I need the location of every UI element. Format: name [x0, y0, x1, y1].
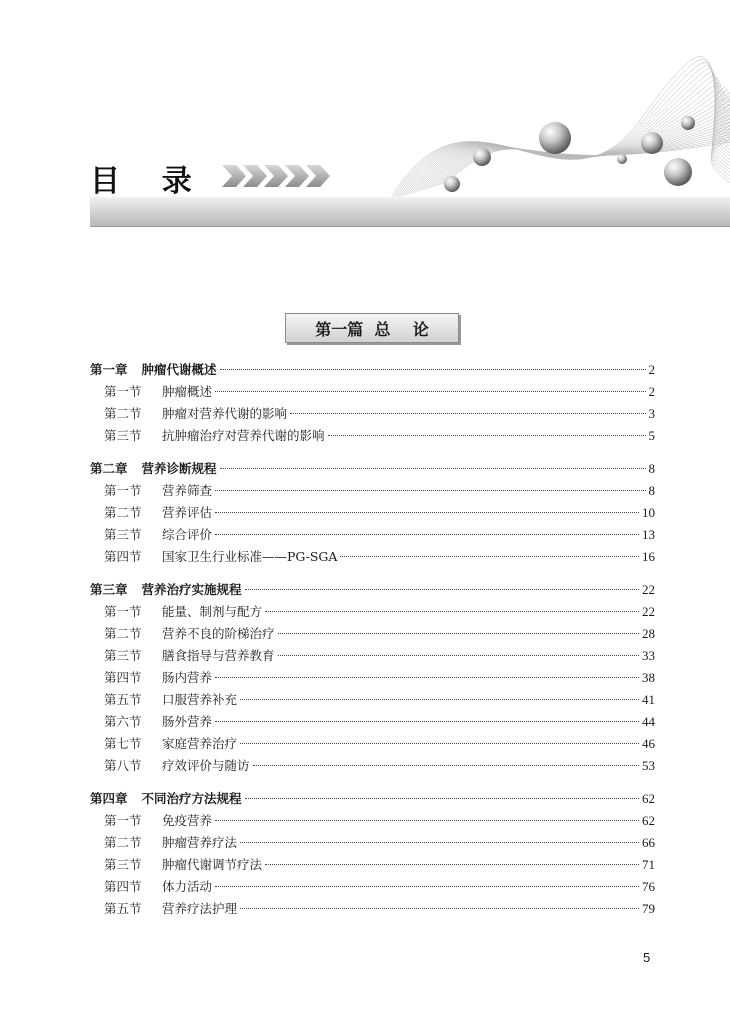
dot-leader	[340, 556, 639, 557]
dot-leader	[215, 512, 639, 513]
pearl-decoration	[641, 132, 663, 154]
dot-leader	[215, 534, 639, 535]
section-number: 第三节	[104, 527, 142, 542]
page-reference: 38	[642, 670, 655, 685]
toc-section-row[interactable]	[90, 381, 655, 403]
dot-leader	[253, 765, 639, 766]
page-title: 目 录	[90, 164, 192, 199]
dot-leader	[240, 699, 639, 700]
toc-chapter-row[interactable]	[90, 579, 655, 601]
pearl-decoration	[473, 148, 491, 166]
toc-chapter	[90, 788, 655, 920]
toc-section-row[interactable]	[90, 733, 655, 755]
page-reference: 66	[642, 835, 655, 850]
toc-chapter-row[interactable]	[90, 788, 655, 810]
section-title: 能量、制剂与配方	[162, 604, 263, 619]
dot-leader	[245, 798, 639, 799]
page-reference: 33	[642, 648, 655, 663]
page-reference: 44	[642, 714, 655, 729]
page-reference: 2	[648, 384, 655, 399]
page-reference: 16	[642, 549, 655, 564]
dot-leader	[265, 864, 639, 865]
section-title: 疗效评价与随访	[162, 758, 250, 773]
pearl-decoration	[617, 154, 627, 164]
toc-chapter	[90, 458, 655, 568]
section-number: 第二节	[104, 835, 142, 850]
section-title: 营养不良的阶梯治疗	[162, 626, 275, 641]
dot-leader	[265, 611, 639, 612]
part-heading: 第一篇 总 论	[285, 313, 459, 343]
section-number: 第七节	[104, 736, 142, 751]
toc-section-row[interactable]	[90, 645, 655, 667]
toc-section-row[interactable]	[90, 524, 655, 546]
toc-section-row[interactable]	[90, 546, 655, 568]
toc-section-row[interactable]	[90, 832, 655, 854]
toc-chapter	[90, 579, 655, 777]
header-band	[90, 197, 730, 227]
page-reference: 41	[642, 692, 655, 707]
page-reference: 2	[648, 362, 655, 377]
dot-leader	[215, 886, 639, 887]
section-number: 第六节	[104, 714, 142, 729]
section-number: 第四节	[104, 670, 142, 685]
section-number: 第五节	[104, 901, 142, 916]
toc-section-row[interactable]	[90, 667, 655, 689]
page-reference: 46	[642, 736, 655, 751]
dot-leader	[215, 391, 645, 392]
section-number: 第五节	[104, 692, 142, 707]
toc-section-row[interactable]	[90, 810, 655, 832]
page-reference: 10	[642, 505, 655, 520]
dot-leader	[215, 721, 639, 722]
toc-section-row[interactable]	[90, 403, 655, 425]
section-title: 肠内营养	[162, 670, 213, 685]
section-title: 肿瘤营养疗法	[162, 835, 238, 850]
section-title: 肿瘤概述	[162, 384, 213, 399]
page-reference: 8	[648, 461, 655, 476]
toc-chapter-row[interactable]	[90, 359, 655, 381]
section-number: 第一节	[104, 813, 142, 828]
toc-section-row[interactable]	[90, 854, 655, 876]
toc-chapter	[90, 359, 655, 447]
page-reference: 79	[642, 901, 655, 916]
section-number: 第八节	[104, 758, 142, 773]
section-title: 营养评估	[162, 505, 213, 520]
section-title: 口服营养补充	[162, 692, 238, 707]
section-title: 肿瘤对营养代谢的影响	[162, 406, 288, 421]
page-reference: 8	[648, 483, 655, 498]
section-number: 第一节	[104, 604, 142, 619]
section-title: 肿瘤代谢调节疗法	[162, 857, 263, 872]
dot-leader	[215, 677, 639, 678]
section-number: 第三节	[104, 648, 142, 663]
section-number: 第三节	[104, 428, 142, 443]
pearl-decoration	[664, 158, 692, 186]
section-title: 家庭营养治疗	[162, 736, 238, 751]
toc-section-row[interactable]	[90, 623, 655, 645]
dot-leader	[220, 369, 646, 370]
page-reference: 71	[642, 857, 655, 872]
dot-leader	[290, 413, 645, 414]
section-title: 综合评价	[162, 527, 213, 542]
chapter-number: 第二章	[90, 461, 128, 476]
toc-section-row[interactable]	[90, 689, 655, 711]
section-title: 体力活动	[162, 879, 213, 894]
section-number: 第四节	[104, 549, 142, 564]
toc-chapter-row[interactable]	[90, 458, 655, 480]
pearl-decoration	[444, 176, 460, 192]
dot-leader	[328, 435, 646, 436]
table-of-contents	[90, 359, 655, 931]
chevron-arrows-icon	[222, 162, 332, 190]
dot-leader	[278, 633, 639, 634]
chapter-title: 营养治疗实施规程	[141, 582, 242, 597]
page-reference: 28	[642, 626, 655, 641]
section-number: 第一节	[104, 384, 142, 399]
page-reference: 5	[648, 428, 655, 443]
section-number: 第二节	[104, 626, 142, 641]
dot-leader	[220, 468, 646, 469]
page-reference: 22	[642, 604, 655, 619]
page-reference: 53	[642, 758, 655, 773]
toc-section-row[interactable]	[90, 425, 655, 447]
dot-leader	[215, 490, 645, 491]
page-number: 5	[643, 950, 651, 965]
section-title: 肠外营养	[162, 714, 213, 729]
toc-section-row[interactable]	[90, 755, 655, 777]
dot-leader	[245, 589, 639, 590]
section-title: 抗肿瘤治疗对营养代谢的影响	[162, 428, 325, 443]
pearl-decoration	[539, 122, 571, 154]
page-reference: 76	[642, 879, 655, 894]
toc-section-row[interactable]	[90, 898, 655, 920]
section-number: 第二节	[104, 406, 142, 421]
toc-section-row[interactable]	[90, 480, 655, 502]
chapter-number: 第三章	[90, 582, 128, 597]
section-title: 免疫营养	[162, 813, 213, 828]
toc-section-row[interactable]	[90, 876, 655, 898]
dot-leader	[240, 743, 639, 744]
toc-section-row[interactable]	[90, 601, 655, 623]
dot-leader	[215, 820, 639, 821]
dot-leader	[240, 842, 639, 843]
page-reference: 62	[642, 791, 655, 806]
section-title: 国家卫生行业标准——PG-SGA	[162, 549, 338, 564]
chapter-number: 第四章	[90, 791, 128, 806]
chapter-title: 肿瘤代谢概述	[141, 362, 217, 377]
toc-section-row[interactable]	[90, 711, 655, 733]
dot-leader	[240, 908, 639, 909]
section-number: 第二节	[104, 505, 142, 520]
section-number: 第四节	[104, 879, 142, 894]
section-title: 膳食指导与营养教育	[162, 648, 275, 663]
section-title: 营养疗法护理	[162, 901, 238, 916]
chapter-title: 营养诊断规程	[141, 461, 217, 476]
chapter-title: 不同治疗方法规程	[141, 791, 242, 806]
section-number: 第三节	[104, 857, 142, 872]
pearl-decoration	[681, 116, 695, 130]
page-reference: 13	[642, 527, 655, 542]
dot-leader	[278, 655, 639, 656]
page-reference: 62	[642, 813, 655, 828]
page-reference: 22	[642, 582, 655, 597]
chapter-number: 第一章	[90, 362, 128, 377]
section-number: 第一节	[104, 483, 142, 498]
page-reference: 3	[648, 406, 655, 421]
section-title: 营养筛查	[162, 483, 213, 498]
toc-section-row[interactable]	[90, 502, 655, 524]
